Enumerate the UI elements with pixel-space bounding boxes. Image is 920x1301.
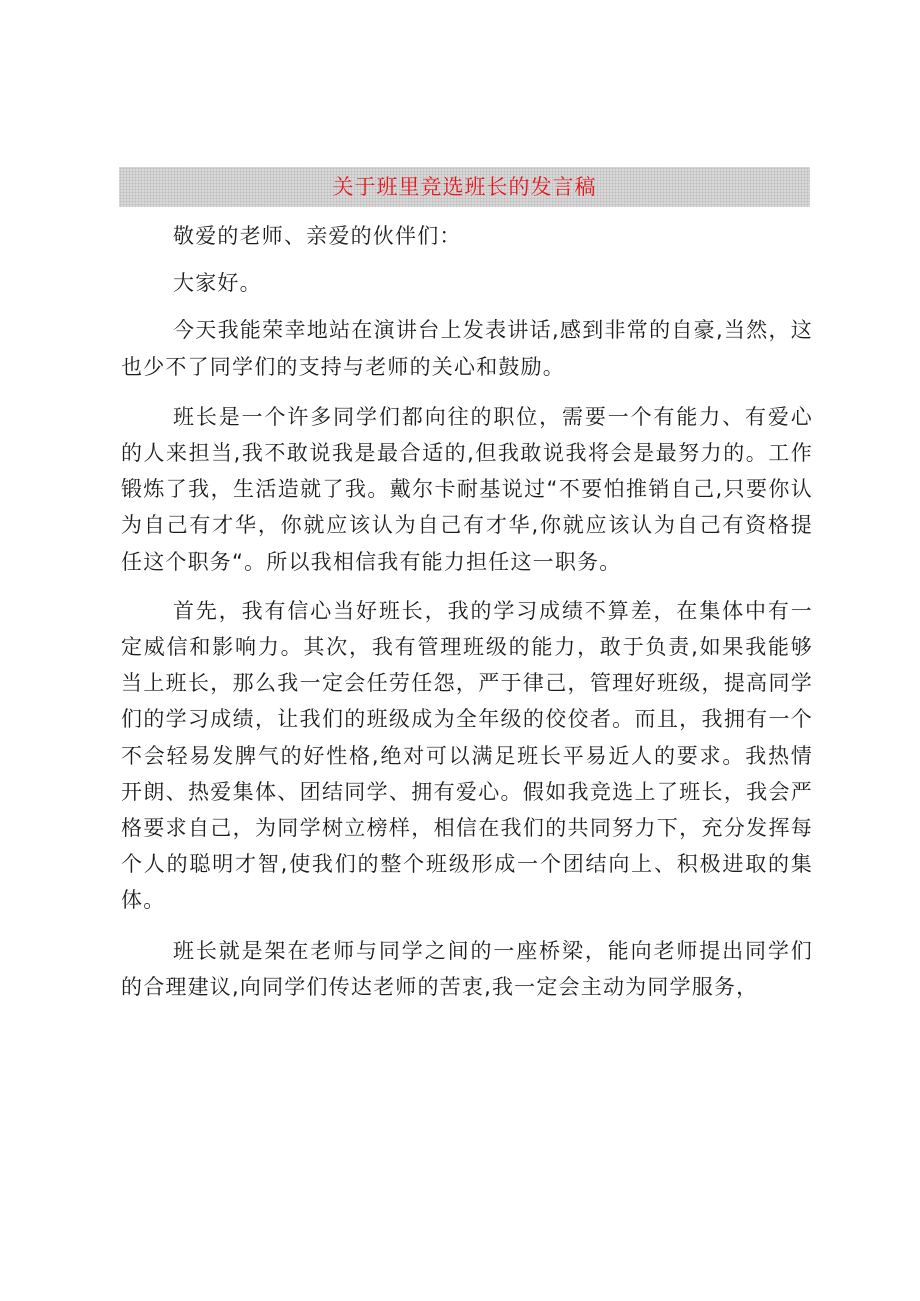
document-title: 关于班里竞选班长的发言稿 [332, 174, 597, 199]
document-body [121, 218, 813, 1005]
paragraph-role: 班长是一个许多同学们都向往的职位，需要一个有能力、有爱心的人来担当,我不敢说我是最合适的,但我敢说我将会是最努力的。工作锻炼了我，生活造就了我。戴尔卡耐基说过“不要怕推销自己,只要你认为自己有才华，你就应该认为自己有才华,你就应该认为自己有资格提任这个职务“。所以我相信我有能力担任这一职务。 [121, 404, 813, 574]
title-banner [119, 167, 810, 207]
paragraph-bridge: 班长就是架在老师与同学之间的一座桥梁，能向老师提出同学们的合理建议,向同学们传达老师的苦衷,我一定会主动为同学服务， [121, 938, 813, 999]
paragraph-hello: 大家好。 [173, 271, 262, 296]
paragraph-greeting: 敬爱的老师、亲爱的伙伴们： [173, 224, 462, 248]
paragraph-qualifications: 首先，我有信心当好班长，我的学习成绩不算差，在集体中有一定威信和影响力。其次，我有管理班级的能力，敢于负责,如果我能够当上班长，那么我一定会任劳任怨，严于律己，管理好班级，提高同学们的学习成绩，让我们的班级成为全年级的佼佼者。而且，我拥有一个不会轻易发脾气的好性格,绝对可以满足班长平易近人的要求。我热情开朗、热爱集体、团结同学、拥有爱心。假如我竞选上了班长，我会严格要求自己，为同学树立榜样，相信在我们的共同努力下，充分发挥每个人的聪明才智,使我们的整个班级形成一个团结向上、积极进取的集体。 [121, 598, 813, 913]
paragraph-intro: 今天我能荣幸地站在演讲台上发表讲话,感到非常的自豪,当然，这也少不了同学们的支持与老师的关心和鼓励。 [121, 318, 813, 379]
